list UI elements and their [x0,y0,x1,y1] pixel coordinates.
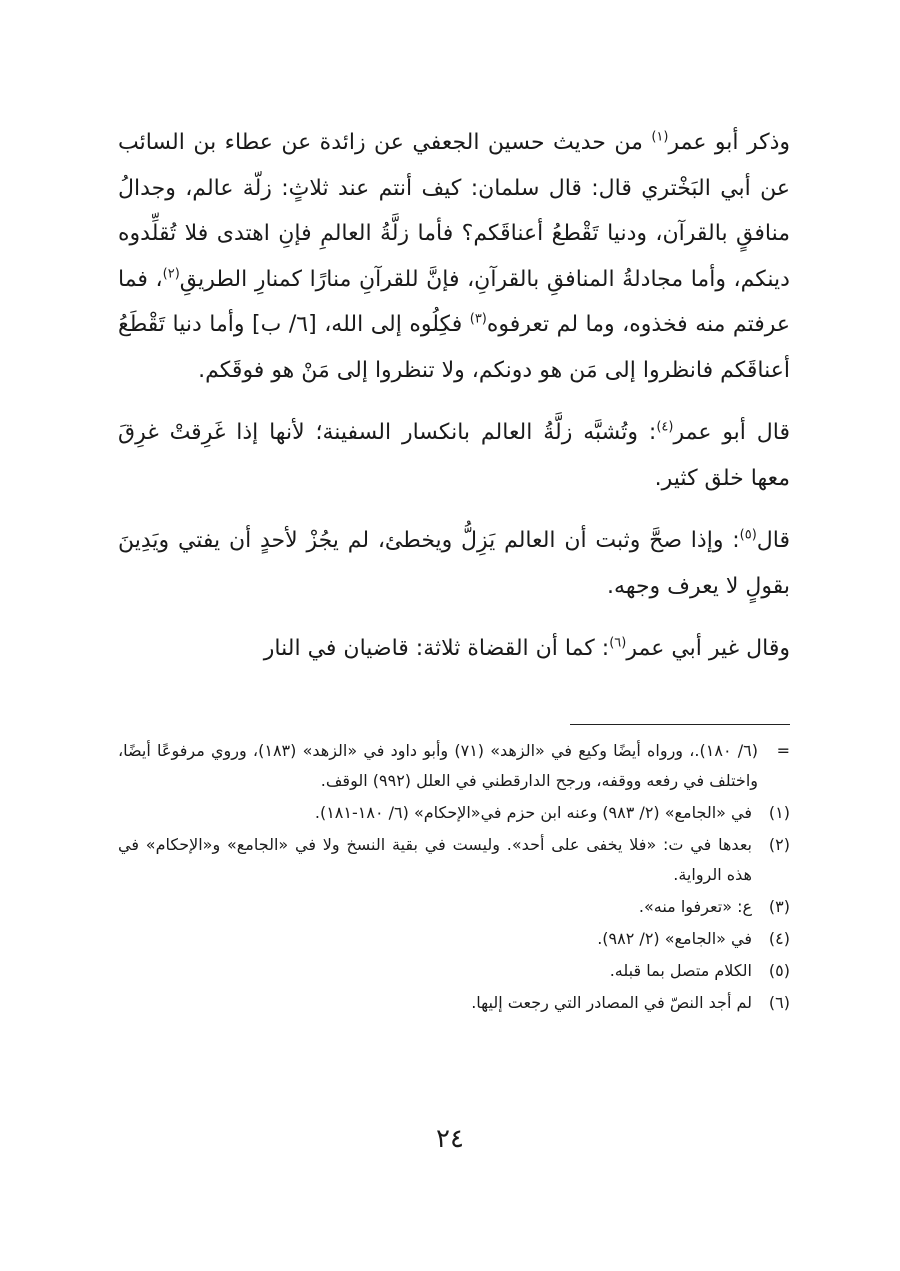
main-text [118,120,790,689]
footnote-text: الكلام متصل بما قبله. [609,961,752,980]
footnote-number: (٥) [768,961,790,980]
footnote-text: في «الجامع» (٢/ ٩٨٢). [597,929,752,948]
p4-text-start: وقال غير أبي عمر [626,636,790,661]
footnote-5 [118,956,790,986]
footnotes-section [118,736,790,1018]
footnote-ref-1[interactable]: (١) [651,129,669,145]
p1-text-end: فكِلُوه إلى الله، [٦/ ب] وأما دنيا تَقْطَعُ أعناقَكم فانظروا إلى مَن هو دونكم، ولا تنظروا إلى مَنْ هو فوقَكم. [118,312,790,383]
p4-text-end: : كما أن القضاة ثلاثة: قاضيان في النار [263,636,610,661]
footnote-ref-6[interactable]: (٦) [609,635,627,651]
footnote-6 [118,988,790,1018]
continuation-text: (٦/ ١٨٠).، ورواه أيضًا وكيع في «الزهد» (٧١) وأبو داود في «الزهد» (١٨٣)، وروي مرفوعًا أيضًا، واختلف في رفعه ووقفه، ورجح الدارقطني في العلل (٩٩٢) الوقف. [118,741,759,790]
footnote-divider [570,724,790,725]
footnote-text: ع: «تعرفوا منه». [638,897,752,916]
footnote-text: في «الجامع» (٢/ ٩٨٣) وعنه ابن حزم في«الإحكام» (٦/ ١٨٠-١٨١). [314,803,752,822]
footnote-number: (٤) [768,929,790,948]
footnote-4 [118,924,790,954]
paragraph-1 [118,120,790,393]
footnote-number: (١) [768,803,790,822]
footnote-text: لم أجد النصّ في المصادر التي رجعت إليها. [471,993,752,1012]
footnote-3 [118,892,790,922]
footnote-continuation [118,736,790,796]
p1-text-start: وذكر أبو عمر [668,130,791,155]
footnote-text: بعدها في ت: «فلا يخفى على أحد». وليست في بقية النسخ ولا في «الجامع» و«الإحكام» في هذه الرواية. [118,835,752,884]
page-number: ٢٤ [436,1124,464,1154]
footnote-ref-2[interactable]: (٢) [162,266,180,282]
p2-text-end: : وتُشبَّه زلَّةُ العالم بانكسار السفينة؛ لأنها إذا غَرِقتْ غرِقَ معها خلق كثير. [118,420,790,491]
footnote-number: (٣) [768,897,790,916]
p2-text-start: قال أبو عمر [673,420,790,445]
continuation-marker: = [776,741,790,760]
footnote-ref-3[interactable]: (٣) [469,311,487,327]
paragraph-4 [118,626,790,672]
p1-text-middle: من حديث حسين الجعفي عن زائدة عن عطاء بن السائب عن أبي البَخْتري قال: قال سلمان: كيف أنتم عند ثلاثٍ: زلّة عالم، وجدالُ منافقٍ بالقرآن، ودنيا تَقْطعُ أعناقَكم؟ فأما زلَّةُ العالمِ فإنِ اهتدى فلا تُقلِّدوه دينكم، وأما مجادلةُ المنافقِ بالقرآنِ، فإنَّ للقرآنِ منارًا كمنارِ الطريقِ [118,130,790,292]
paragraph-3 [118,518,790,609]
footnote-2 [118,830,790,890]
footnote-ref-4[interactable]: (٤) [656,419,674,435]
p1-text-middle-2: ، فما عرفتم منه فخذوه، وما لم تعرفوه [118,266,790,337]
footnote-number: (٦) [768,993,790,1012]
paragraph-2 [118,410,790,501]
p3-text-end: : وإذا صحَّ وثبت أن العالم يَزِلُّ ويخطئ، لم يجُزْ لأحدٍ أن يفتي ويَدِينَ بقولٍ لا يعرف وجهه. [118,528,790,599]
footnote-1 [118,798,790,828]
footnote-number: (٢) [768,835,790,854]
p3-text-start: قال [756,528,790,553]
footnote-ref-5[interactable]: (٥) [739,527,757,543]
